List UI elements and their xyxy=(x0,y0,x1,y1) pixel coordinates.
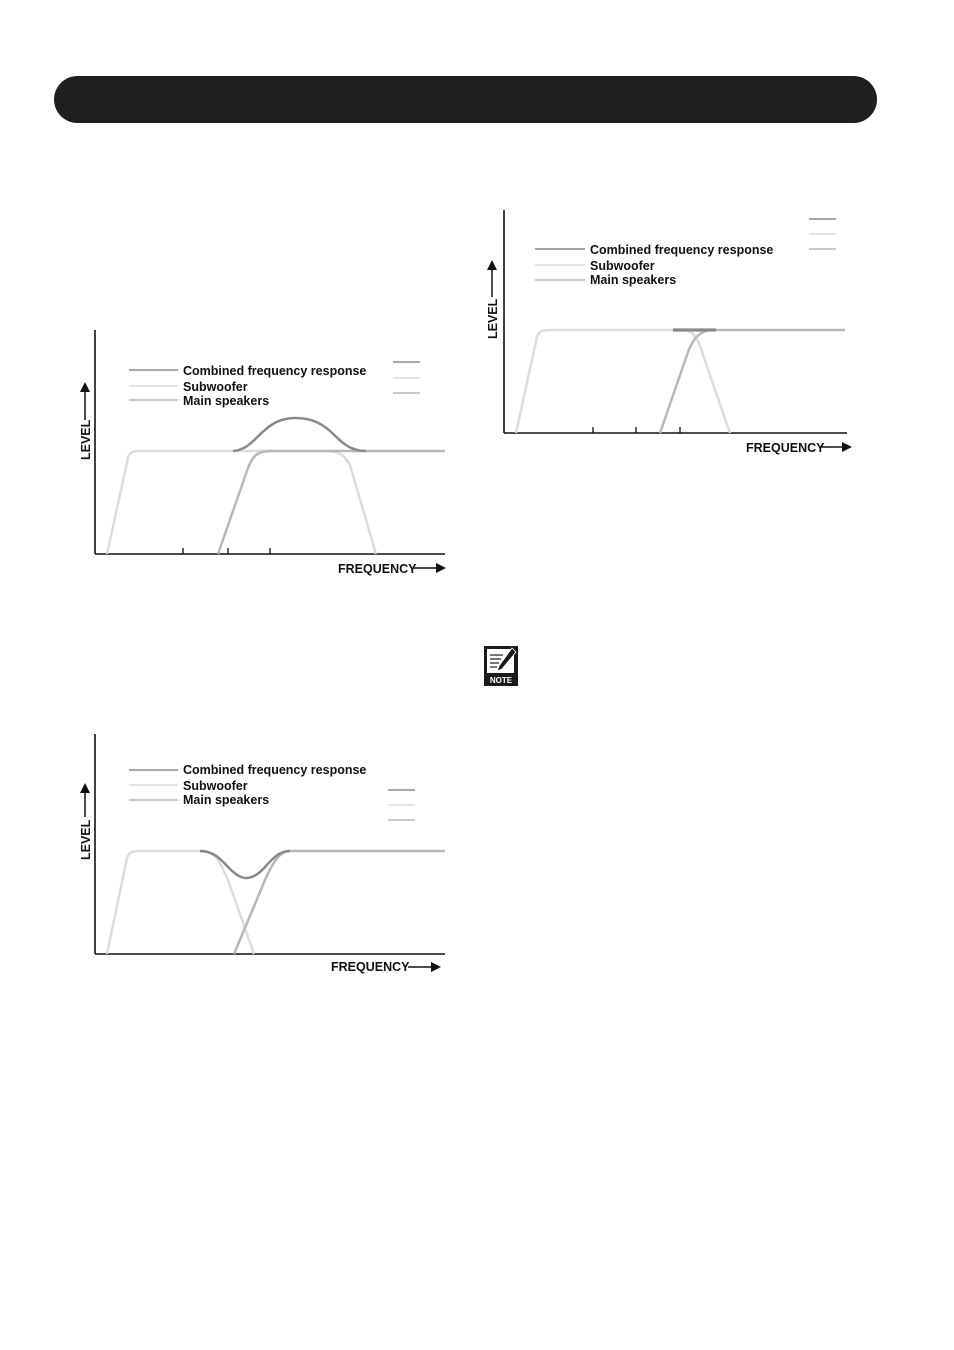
subwoofer-curve xyxy=(107,851,254,954)
crossover-chart-gap xyxy=(70,730,460,980)
legend-main-speakers-label: Main speakers xyxy=(590,273,677,287)
y-axis-label-text: LEVEL xyxy=(79,819,93,860)
y-axis-label xyxy=(79,382,93,460)
legend xyxy=(129,364,366,408)
legend-subwoofer-label: Subwoofer xyxy=(183,380,248,394)
legend xyxy=(129,763,366,807)
note-icon xyxy=(483,645,519,687)
y-axis-label-text: LEVEL xyxy=(486,298,500,339)
legend-main-speakers-label: Main speakers xyxy=(183,394,270,408)
note-badge-label: NOTE xyxy=(489,676,513,685)
crossover-chart-flat xyxy=(477,205,867,465)
x-axis-label-text: FREQUENCY xyxy=(338,562,417,576)
header-bar xyxy=(54,76,877,123)
legend-combined-label: Combined frequency response xyxy=(183,364,367,378)
legend-combined-label: Combined frequency response xyxy=(183,763,367,777)
x-axis-label xyxy=(338,562,446,576)
x-axis-label-text: FREQUENCY xyxy=(331,960,410,974)
crossover-chart-overlap xyxy=(70,325,460,585)
legend xyxy=(535,243,773,287)
main-speakers-curve xyxy=(660,330,845,433)
x-axis-label xyxy=(746,441,852,455)
y-axis-label-text: LEVEL xyxy=(79,419,93,460)
subwoofer-curve xyxy=(516,330,730,433)
combined-response-curve xyxy=(200,851,290,878)
subwoofer-curve xyxy=(107,451,376,554)
y-axis-label xyxy=(486,260,500,339)
legend-swatches xyxy=(393,362,420,393)
combined-response-curve xyxy=(233,418,366,451)
legend-main-speakers-label: Main speakers xyxy=(183,793,270,807)
legend-combined-label: Combined frequency response xyxy=(590,243,774,257)
legend-subwoofer-label: Subwoofer xyxy=(183,779,248,793)
x-axis-label xyxy=(331,960,441,974)
main-speakers-curve xyxy=(218,451,445,554)
y-axis-label xyxy=(79,783,93,860)
legend-swatches xyxy=(388,790,415,820)
x-axis-label-text: FREQUENCY xyxy=(746,441,825,455)
legend-subwoofer-label: Subwoofer xyxy=(590,259,655,273)
legend-swatches xyxy=(809,219,836,249)
